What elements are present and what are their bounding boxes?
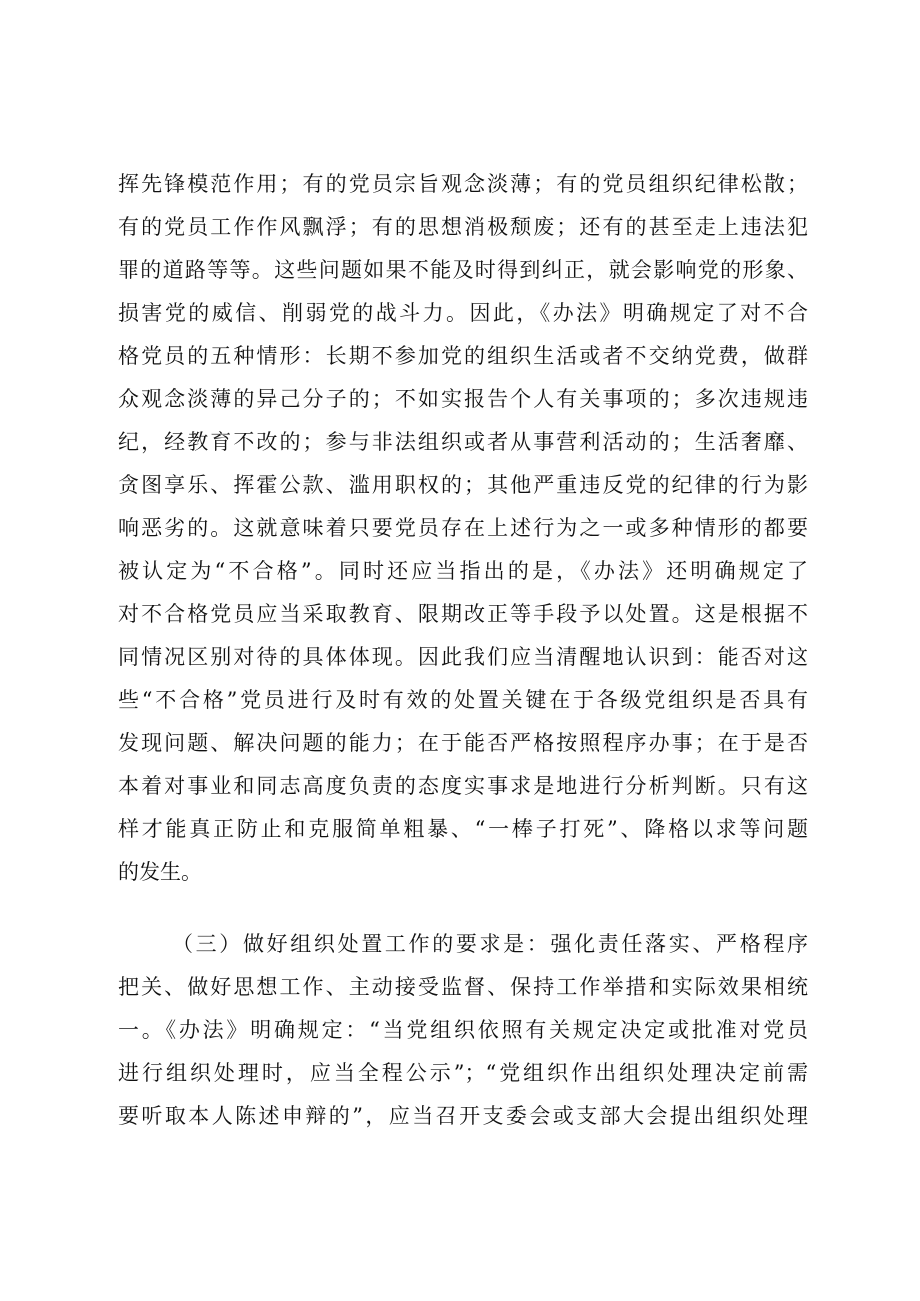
text-line: 样才能真正防止和克服简单粗暴、“一棒子打死”、降格以求等问题 bbox=[118, 817, 808, 841]
text-line: 要听取本人陈述申辩的”，应当召开支委会或支部大会提出组织处理 bbox=[118, 1104, 808, 1128]
text-line: 发现问题、解决问题的能力；在于能否严格按照程序办事；在于是否 bbox=[118, 731, 808, 755]
text-line: 把关、做好思想工作、主动接受监督、保持工作举措和实际效果相统 bbox=[118, 975, 808, 999]
text-line: 对不合格党员应当采取教育、限期改正等手段予以处置。这是根据不 bbox=[118, 602, 808, 626]
text-line: 的发生。 bbox=[118, 860, 202, 884]
text-line: 纪，经教育不改的；参与非法组织或者从事营利活动的；生活奢靡、 bbox=[118, 430, 808, 454]
text-line: 响恶劣的。这就意味着只要党员存在上述行为之一或多种情形的都要 bbox=[118, 516, 808, 540]
text-line: 格党员的五种情形：长期不参加党的组织生活或者不交纳党费，做群 bbox=[118, 344, 808, 368]
text-line: 损害党的威信、削弱党的战斗力。因此，《办法》明确规定了对不合 bbox=[118, 301, 808, 325]
text-line: 挥先锋模范作用；有的党员宗旨观念淡薄；有的党员组织纪律松散； bbox=[118, 172, 808, 196]
text-line: 些“不合格”党员进行及时有效的处置关键在于各级党组织是否具有 bbox=[118, 688, 808, 712]
text-line: 进行组织处理时，应当全程公示”；“党组织作出组织处理决定前需 bbox=[118, 1061, 808, 1085]
text-line: 有的党员工作作风飘浮；有的思想消极颓废；还有的甚至走上违法犯 bbox=[118, 215, 808, 239]
text-line: 众观念淡薄的异己分子的；不如实报告个人有关事项的；多次违规违 bbox=[118, 387, 808, 411]
text-line: 本着对事业和同志高度负责的态度实事求是地进行分析判断。只有这 bbox=[118, 774, 808, 798]
text-line: 罪的道路等等。这些问题如果不能及时得到纠正，就会影响党的形象、 bbox=[118, 258, 808, 282]
text-line: 同情况区别对待的具体体现。因此我们应当清醒地认识到：能否对这 bbox=[118, 645, 808, 669]
text-line: 一。《办法》明确规定：“当党组织依照有关规定决定或批准对党员 bbox=[118, 1018, 808, 1042]
section-heading-line: （三）做好组织处置工作的要求是：强化责任落实、严格程序 bbox=[172, 932, 808, 956]
text-line: 被认定为“不合格”。同时还应当指出的是，《办法》还明确规定了 bbox=[118, 559, 808, 583]
text-line: 贪图享乐、挥霍公款、滥用职权的；其他严重违反党的纪律的行为影 bbox=[118, 473, 808, 497]
